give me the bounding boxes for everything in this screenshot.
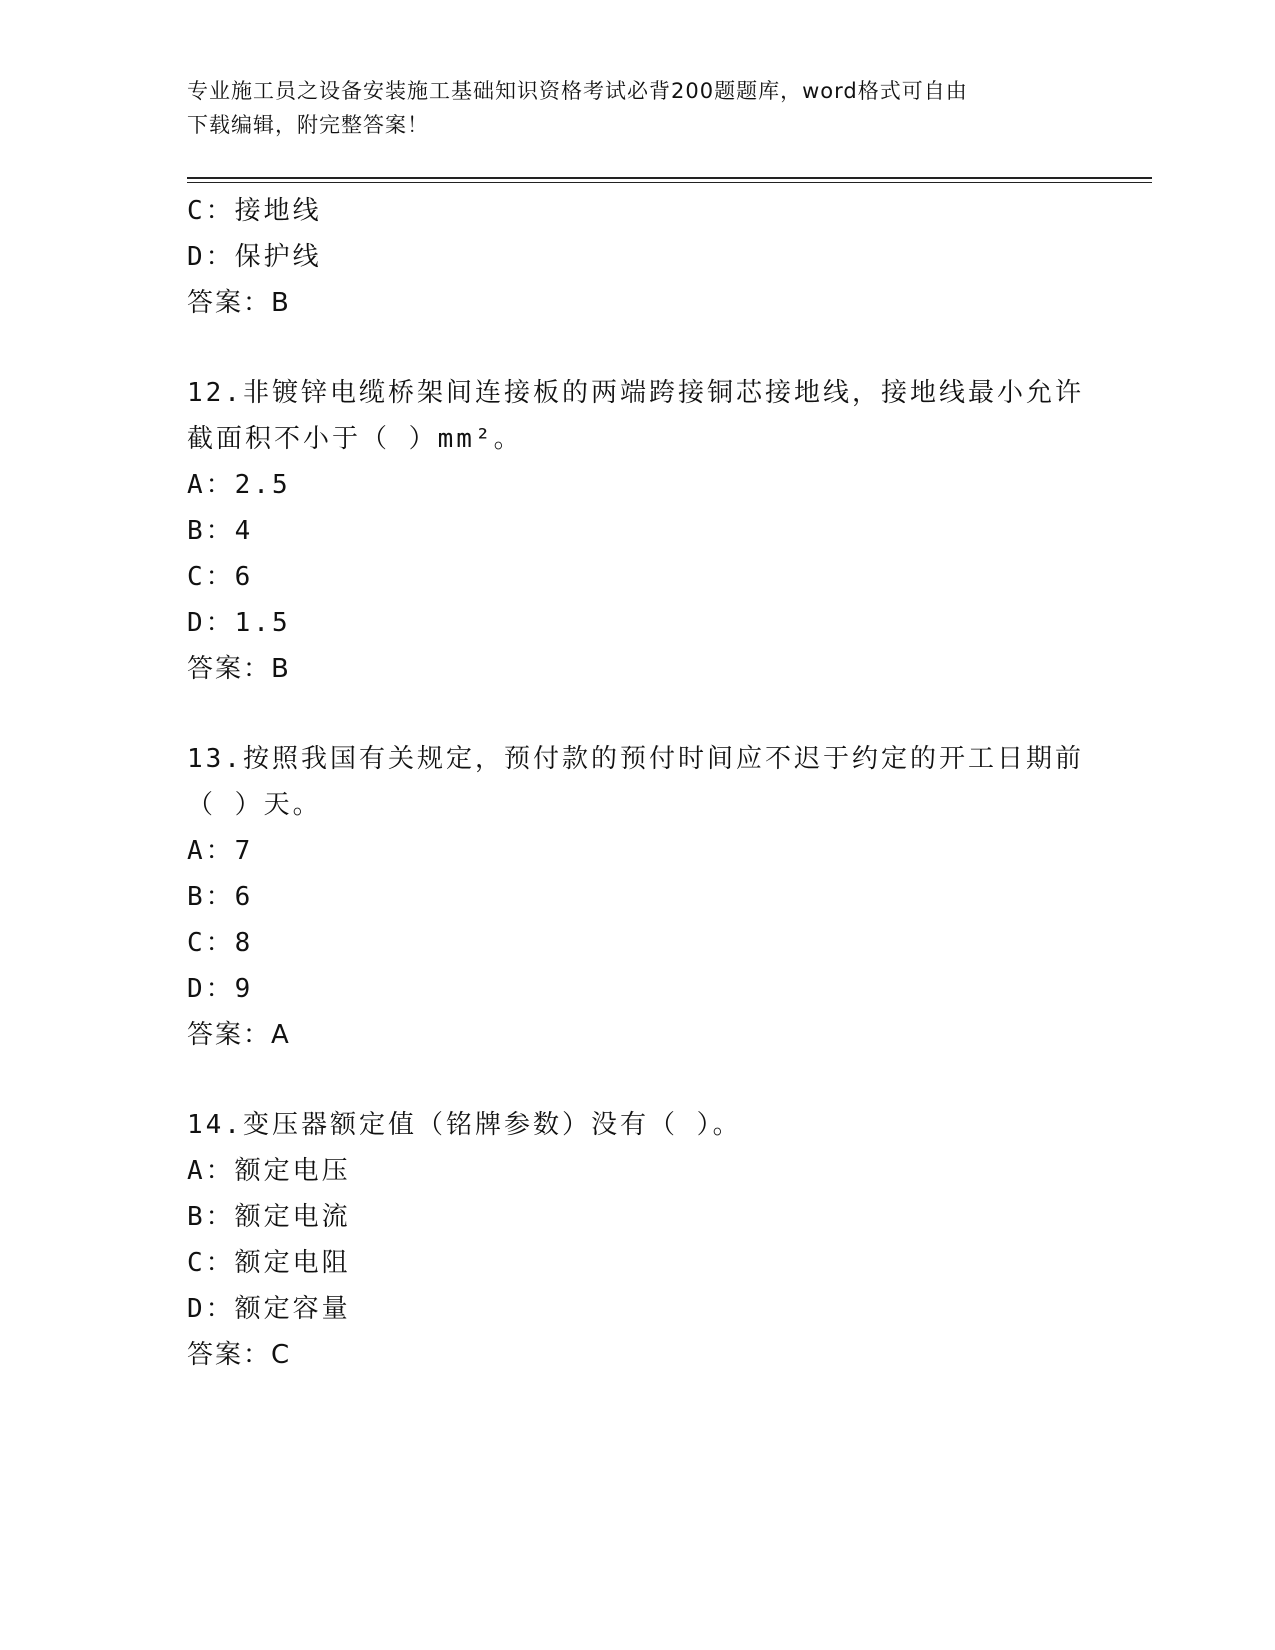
option-d: D：保护线 <box>187 242 322 272</box>
option-b: B：额定电流 <box>187 1202 351 1232</box>
question-11-continued <box>187 188 1107 326</box>
header-divider-thick <box>187 177 1152 179</box>
option-c: C：接地线 <box>187 196 322 226</box>
option-b: B：6 <box>187 882 254 912</box>
option-a: A：2.5 <box>187 470 291 500</box>
spacer <box>187 692 1107 736</box>
question-13 <box>187 736 1107 1058</box>
question-text: （ ）天。 <box>187 790 322 820</box>
option-c: C：额定电阻 <box>187 1248 351 1278</box>
option-a: A：额定电压 <box>187 1156 351 1186</box>
spacer <box>187 326 1107 370</box>
question-14 <box>187 1102 1107 1378</box>
option-b: B：4 <box>187 516 254 546</box>
option-c: C：6 <box>187 562 254 592</box>
header-divider-thin <box>187 182 1152 183</box>
header-line-1: 专业施工员之设备安装施工基础知识资格考试必背200题题库，word格式可自由 <box>187 79 968 103</box>
header-line-2: 下载编辑，附完整答案！ <box>187 113 429 137</box>
question-12 <box>187 370 1107 692</box>
answer: 答案：B <box>187 288 291 318</box>
option-c: C：8 <box>187 928 254 958</box>
option-d: D：额定容量 <box>187 1294 351 1324</box>
document-header <box>187 74 1067 142</box>
option-d: D：9 <box>187 974 254 1004</box>
answer: 答案：C <box>187 1340 292 1370</box>
option-d: D：1.5 <box>187 608 291 638</box>
answer: 答案：A <box>187 1020 291 1050</box>
answer: 答案：B <box>187 654 291 684</box>
question-text: 14.变压器额定值（铭牌参数）没有（ ）。 <box>187 1110 742 1140</box>
question-text: 截面积不小于（ ）mm²。 <box>187 424 523 454</box>
option-a: A：7 <box>187 836 254 866</box>
question-text: 13.按照我国有关规定，预付款的预付时间应不迟于约定的开工日期前 <box>187 744 1084 774</box>
spacer <box>187 1058 1107 1102</box>
question-text: 12.非镀锌电缆桥架间连接板的两端跨接铜芯接地线，接地线最小允许 <box>187 378 1084 408</box>
question-list <box>187 188 1107 1378</box>
